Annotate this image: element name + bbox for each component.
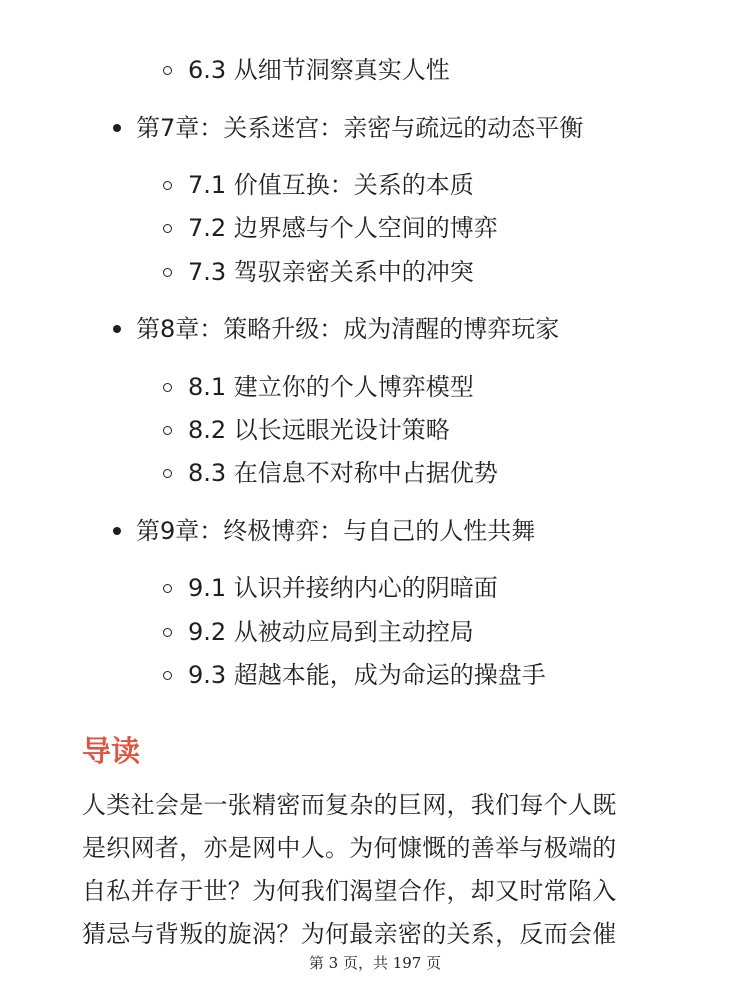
- paragraph-line: 猜忌与背叛的旋涡？为何最亲密的关系，反而会催: [82, 920, 617, 948]
- toc-chapter-7: [113, 112, 583, 144]
- circle-bullet-icon: [163, 671, 172, 680]
- toc-subitem-8-3: [163, 457, 498, 489]
- disc-bullet-icon: [113, 325, 121, 333]
- page-number: 第 3 页，共 197 页: [308, 954, 442, 972]
- circle-bullet-icon: [163, 628, 172, 637]
- toc-subitem-9-2: [163, 616, 474, 648]
- toc-subitem-text: 8.3 在信息不对称中占据优势: [188, 459, 498, 487]
- circle-bullet-icon: [163, 268, 172, 277]
- circle-bullet-icon: [163, 224, 172, 233]
- toc-chapter-text: 第8章：策略升级：成为清醒的博弈玩家: [136, 315, 560, 343]
- circle-bullet-icon: [163, 66, 172, 75]
- toc-chapter-text: 第7章：关系迷宫：亲密与疏远的动态平衡: [136, 114, 584, 142]
- toc-subitem-text: 8.2 以长远眼光设计策略: [188, 416, 450, 444]
- paragraph-line: 人类社会是一张精密而复杂的巨网，我们每个人既: [82, 791, 617, 819]
- toc-subitem-text: 9.2 从被动应局到主动控局: [188, 618, 474, 646]
- toc-subitem-8-1: [163, 371, 474, 403]
- toc-subitem-text: 7.2 边界感与个人空间的博弈: [188, 214, 498, 242]
- toc-subitem-text: 7.1 价值互换：关系的本质: [188, 171, 474, 199]
- toc-subitem-9-3: [163, 659, 546, 691]
- toc-chapter-9: [113, 515, 535, 547]
- toc-subitem-text: 7.3 驾驭亲密关系中的冲突: [188, 258, 474, 286]
- toc-subitem-text: 9.3 超越本能，成为命运的操盘手: [188, 661, 546, 689]
- toc-subitem-text: 8.1 建立你的个人博弈模型: [188, 373, 474, 401]
- toc-subitem-9-1: [163, 572, 498, 604]
- disc-bullet-icon: [113, 124, 121, 132]
- circle-bullet-icon: [163, 469, 172, 478]
- paragraph-line: 是织网者，亦是网中人。为何慷慨的善举与极端的: [82, 834, 617, 862]
- disc-bullet-icon: [113, 527, 121, 535]
- circle-bullet-icon: [163, 426, 172, 435]
- section-heading: 导读: [82, 734, 141, 768]
- toc-subitem-7-2: [163, 212, 498, 244]
- circle-bullet-icon: [163, 584, 172, 593]
- circle-bullet-icon: [163, 181, 172, 190]
- toc-subitem-6-3: [163, 54, 450, 86]
- toc-chapter-8: [113, 313, 559, 345]
- circle-bullet-icon: [163, 383, 172, 392]
- toc-subitem-text: 9.1 认识并接纳内心的阴暗面: [188, 574, 498, 602]
- toc-subitem-7-1: [163, 169, 474, 201]
- toc-chapter-text: 第9章：终极博弈：与自己的人性共舞: [136, 517, 536, 545]
- toc-subitem-text: 6.3 从细节洞察真实人性: [188, 56, 450, 84]
- toc-subitem-7-3: [163, 256, 474, 288]
- paragraph-line: 自私并存于世？为何我们渴望合作，却又时常陷入: [82, 877, 617, 905]
- toc-subitem-8-2: [163, 414, 450, 446]
